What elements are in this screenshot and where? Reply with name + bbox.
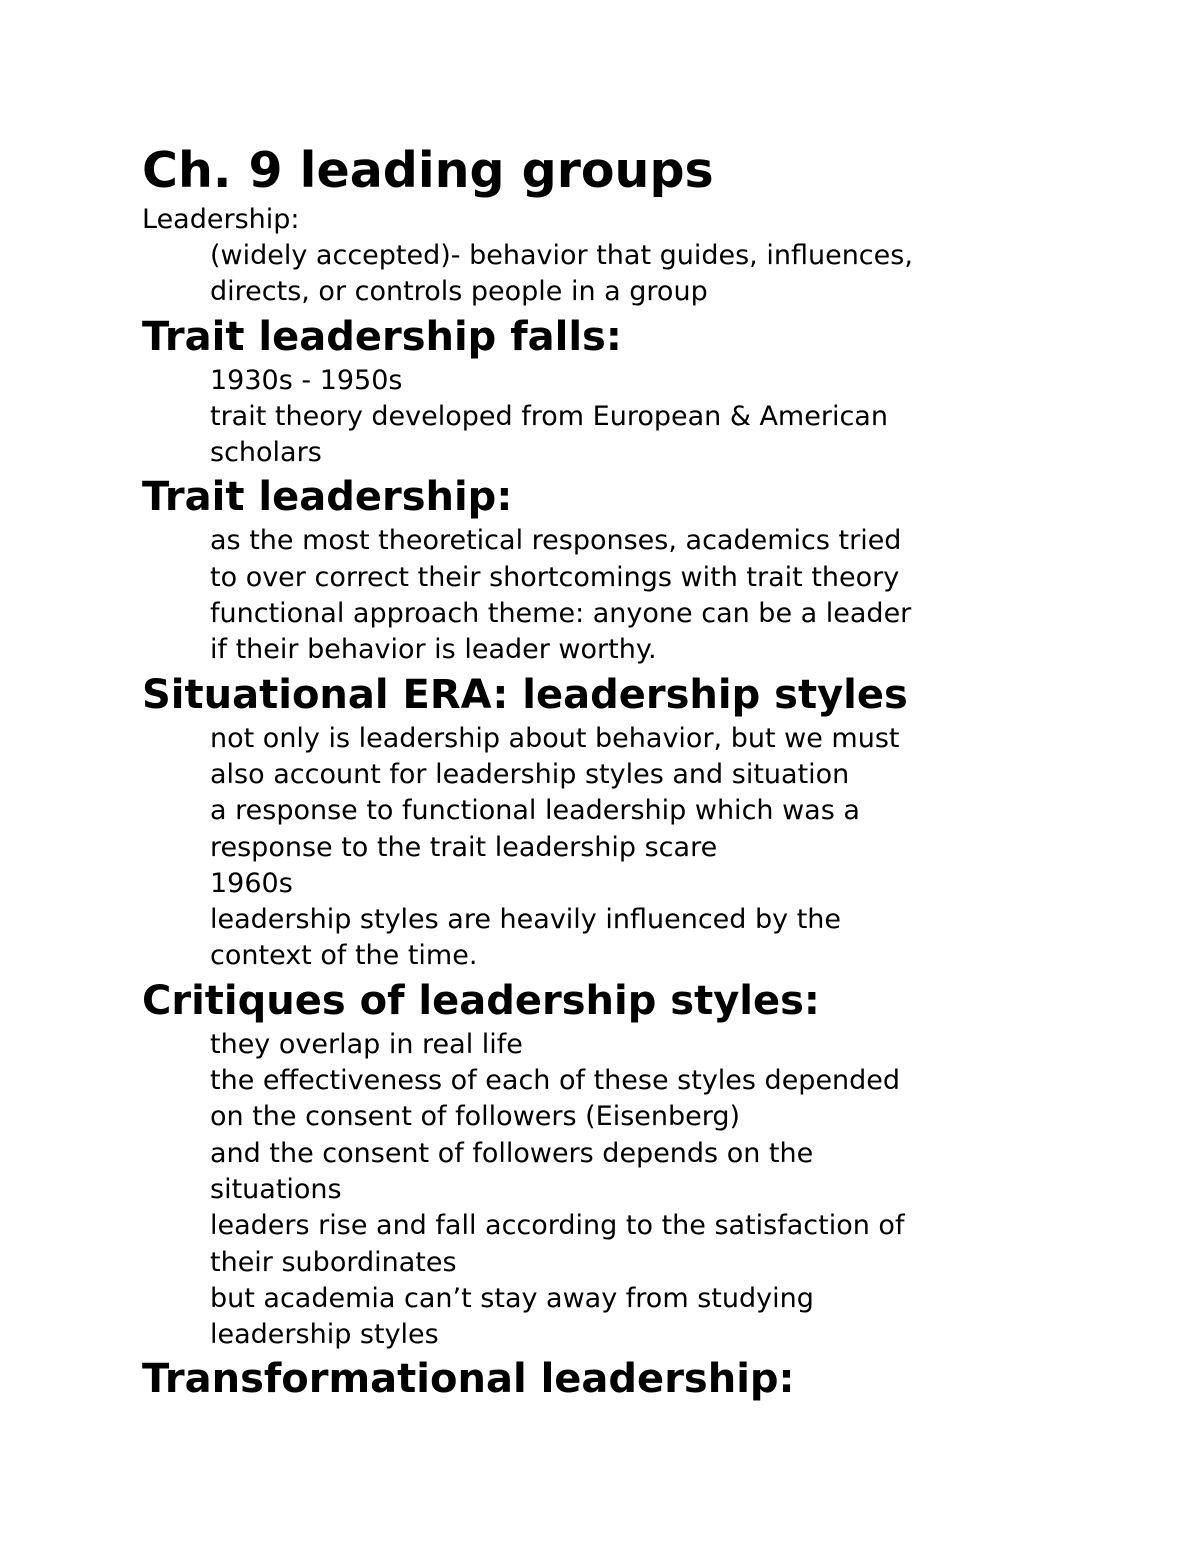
intro-label: Leadership: [142,204,300,235]
body-line: functional approach theme: anyone can be a leader [210,598,912,630]
body-line: they overlap in real life [210,1028,523,1060]
body-line: trait theory developed from European & American [210,400,888,432]
body-line: (widely accepted)- behavior that guides, influences, [210,240,913,271]
section-trait-leadership [142,471,1062,668]
body-line: on the consent of followers (Eisenberg) [210,1101,741,1133]
body-line: as the most theoretical responses, academics tried [210,525,902,557]
document-page [142,140,1062,1405]
body-line: the effectiveness of each of these styles depended [210,1065,901,1097]
section-trait-leadership-falls [142,311,1062,472]
section-heading: Trait leadership: [142,474,513,521]
body-line: also account for leadership styles and situation [210,758,850,790]
body-line: situations [210,1173,342,1205]
body-line: directs, or controls people in a group [210,276,708,308]
body-line: to over correct their shortcomings with trait theory [210,561,900,593]
intro-block [142,202,1062,311]
document-title: Ch. 9 leading groups [142,142,714,199]
section-critiques [142,975,1062,1354]
section-heading: Situational ERA: leadership styles [142,671,908,718]
section-heading: Trait leadership falls: [142,313,622,360]
body-line: response to the trait leadership scare [210,831,718,863]
section-situational-era [142,669,1062,975]
body-line: if their behavior is leader worthy. [210,634,657,666]
body-line: context of the time. [210,940,478,972]
section-heading: Transformational leadership: [142,1356,795,1403]
body-line: not only is leadership about behavior, but we must [210,722,900,754]
body-line: scholars [210,437,322,469]
body-line: leadership styles are heavily influenced by the [210,904,842,936]
section-heading: Critiques of leadership styles: [142,977,820,1024]
body-line: but academia can’t stay away from studying [210,1282,814,1314]
section-transformational [142,1353,1062,1405]
body-line: 1960s [210,867,293,899]
body-line: their subordinates [210,1246,457,1278]
body-line: leaders rise and fall according to the satisfaction of [210,1210,905,1242]
body-line: leadership styles [210,1319,439,1351]
body-line: 1930s - 1950s [210,364,403,396]
body-line: and the consent of followers depends on the [210,1137,814,1169]
body-line: a response to functional leadership which was a [210,795,860,827]
